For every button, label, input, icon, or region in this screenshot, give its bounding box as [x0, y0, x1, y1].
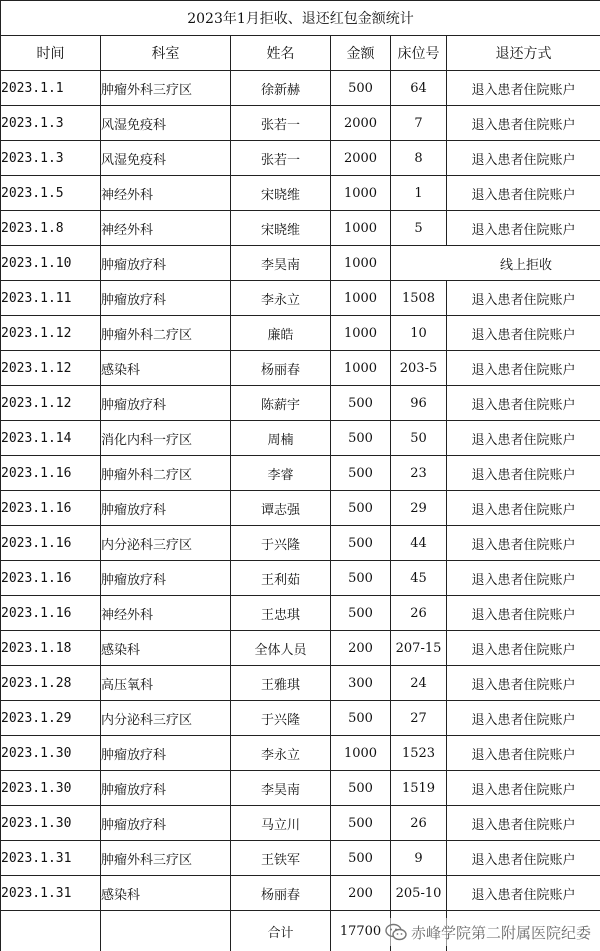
cell-date: 2023.1.30 [1, 736, 101, 771]
table-row [1, 596, 600, 631]
cell-department: 感染科 [101, 351, 231, 386]
cell-bed-number: 1523 [391, 736, 447, 771]
cell-amount: 2000 [331, 141, 391, 176]
table-row [1, 771, 600, 806]
table-row [1, 561, 600, 596]
cell-refund-method: 退入患者住院账户 [447, 456, 600, 491]
cell-name: 李睿 [231, 456, 331, 491]
cell-amount: 2000 [331, 106, 391, 141]
cell-bed-number: 8 [391, 141, 447, 176]
cell-department: 肿瘤放疗科 [101, 736, 231, 771]
cell-refund-method: 退入患者住院账户 [447, 771, 600, 806]
cell-refund-method: 退入患者住院账户 [447, 351, 600, 386]
cell-refund-method: 退入患者住院账户 [447, 386, 600, 421]
cell-department: 肿瘤放疗科 [101, 771, 231, 806]
cell-amount: 500 [331, 71, 391, 106]
cell-refund-method: 退入患者住院账户 [447, 106, 600, 141]
cell-name: 马立川 [231, 806, 331, 841]
table-row [1, 176, 600, 211]
cell-bed-number: 26 [391, 806, 447, 841]
cell-date: 2023.1.11 [1, 281, 101, 316]
cell-refund-method: 退入患者住院账户 [447, 596, 600, 631]
cell-name: 李永立 [231, 281, 331, 316]
cell-name: 王利茹 [231, 561, 331, 596]
cell-name: 张若一 [231, 141, 331, 176]
cell-refund-method: 退入患者住院账户 [447, 806, 600, 841]
cell-amount: 500 [331, 526, 391, 561]
cell-department: 感染科 [101, 631, 231, 666]
cell-amount: 1000 [331, 351, 391, 386]
cell-date: 2023.1.30 [1, 806, 101, 841]
cell-date: 2023.1.16 [1, 561, 101, 596]
table-row [1, 281, 600, 316]
cell-department: 肿瘤外科二疗区 [101, 316, 231, 351]
cell-date: 2023.1.8 [1, 211, 101, 246]
table-title: 2023年1月拒收、退还红包金额统计 [1, 1, 600, 36]
cell-date: 2023.1.16 [1, 456, 101, 491]
cell-date: 2023.1.16 [1, 596, 101, 631]
cell-department: 高压氧科 [101, 666, 231, 701]
table-row [1, 631, 600, 666]
cell-bed-number: 64 [391, 71, 447, 106]
watermark-text: 赤峰学院第二附属医院纪委 [411, 922, 591, 943]
cell-refund-method: 退入患者住院账户 [447, 491, 600, 526]
total-label: 合计 [231, 911, 331, 951]
cell-department: 肿瘤放疗科 [101, 561, 231, 596]
table-row [1, 211, 600, 246]
cell-refund-method: 退入患者住院账户 [447, 736, 600, 771]
cell-refund-method: 退入患者住院账户 [447, 841, 600, 876]
cell-date: 2023.1.16 [1, 491, 101, 526]
cell-refund-method: 退入患者住院账户 [447, 421, 600, 456]
cell-department: 肿瘤放疗科 [101, 386, 231, 421]
table-row [1, 106, 600, 141]
cell-refund-method: 退入患者住院账户 [447, 631, 600, 666]
cell-refund-method: 退入患者住院账户 [447, 701, 600, 736]
cell-amount: 1000 [331, 316, 391, 351]
cell-date: 2023.1.3 [1, 106, 101, 141]
cell-refund-method: 退入患者住院账户 [447, 666, 600, 701]
cell-department: 肿瘤放疗科 [101, 246, 231, 281]
cell-name: 全体人员 [231, 631, 331, 666]
cell-bed-number: 205-10 [391, 876, 447, 911]
cell-date: 2023.1.30 [1, 771, 101, 806]
column-header-amount: 金额 [331, 36, 391, 71]
cell-name: 杨丽春 [231, 351, 331, 386]
cell-bed-number: 29 [391, 491, 447, 526]
cell-date: 2023.1.29 [1, 701, 101, 736]
cell-amount: 1000 [331, 211, 391, 246]
cell-department: 风湿免疫科 [101, 106, 231, 141]
table-row [1, 701, 600, 736]
cell-date: 2023.1.18 [1, 631, 101, 666]
cell-department: 神经外科 [101, 596, 231, 631]
cell-refund-method: 退入患者住院账户 [447, 526, 600, 561]
cell-date: 2023.1.31 [1, 876, 101, 911]
cell-bed-number: 24 [391, 666, 447, 701]
cell-bed-number: 9 [391, 841, 447, 876]
column-header-bed-number: 床位号 [391, 36, 447, 71]
cell-bed-number: 23 [391, 456, 447, 491]
cell-date: 2023.1.31 [1, 841, 101, 876]
cell-date: 2023.1.1 [1, 71, 101, 106]
table-row [1, 71, 600, 106]
cell-amount: 500 [331, 701, 391, 736]
total-empty-cell [101, 911, 231, 951]
cell-date: 2023.1.12 [1, 386, 101, 421]
cell-bed-number: 26 [391, 596, 447, 631]
cell-amount: 500 [331, 771, 391, 806]
column-header-department: 科室 [101, 36, 231, 71]
cell-bed-number: 5 [391, 211, 447, 246]
cell-department: 感染科 [101, 876, 231, 911]
cell-amount: 200 [331, 876, 391, 911]
cell-bed-number: 1 [391, 176, 447, 211]
cell-bed-number: 27 [391, 701, 447, 736]
total-amount: 17700 [331, 911, 391, 951]
cell-amount: 300 [331, 666, 391, 701]
cell-bed-number: 10 [391, 316, 447, 351]
cell-date: 2023.1.3 [1, 141, 101, 176]
cell-amount: 500 [331, 421, 391, 456]
cell-bed-number: 1519 [391, 771, 447, 806]
cell-date: 2023.1.5 [1, 176, 101, 211]
table-row [1, 421, 600, 456]
cell-bed-number: 7 [391, 106, 447, 141]
cell-amount: 500 [331, 491, 391, 526]
cell-amount: 500 [331, 561, 391, 596]
cell-amount: 1000 [331, 176, 391, 211]
header-row [1, 36, 600, 71]
cell-date: 2023.1.10 [1, 246, 101, 281]
cell-refund-method: 线上拒收 [391, 246, 600, 281]
wechat-icon [385, 923, 407, 941]
cell-name: 徐新赫 [231, 71, 331, 106]
cell-department: 内分泌科三疗区 [101, 701, 231, 736]
cell-name: 陈薪宇 [231, 386, 331, 421]
cell-name: 于兴隆 [231, 701, 331, 736]
cell-refund-method: 退入患者住院账户 [447, 316, 600, 351]
cell-name: 谭志强 [231, 491, 331, 526]
column-header-refund-method: 退还方式 [447, 36, 600, 71]
table-row [1, 526, 600, 561]
table-row [1, 386, 600, 421]
cell-name: 宋晓维 [231, 176, 331, 211]
table-row [1, 351, 600, 386]
cell-refund-method: 退入患者住院账户 [447, 561, 600, 596]
table-row [1, 491, 600, 526]
cell-amount: 500 [331, 596, 391, 631]
cell-bed-number: 96 [391, 386, 447, 421]
total-empty-cell [1, 911, 101, 951]
cell-bed-number: 50 [391, 421, 447, 456]
cell-amount: 1000 [331, 246, 391, 281]
cell-date: 2023.1.14 [1, 421, 101, 456]
cell-refund-method: 退入患者住院账户 [447, 876, 600, 911]
table-row [1, 841, 600, 876]
cell-amount: 1000 [331, 736, 391, 771]
cell-department: 肿瘤放疗科 [101, 806, 231, 841]
cell-bed-number: 203-5 [391, 351, 447, 386]
column-header-date: 时间 [1, 36, 101, 71]
cell-name: 张若一 [231, 106, 331, 141]
table-row [1, 246, 600, 281]
cell-name: 李永立 [231, 736, 331, 771]
cell-name: 廉皓 [231, 316, 331, 351]
column-header-name: 姓名 [231, 36, 331, 71]
cell-bed-number: 1508 [391, 281, 447, 316]
cell-department: 神经外科 [101, 176, 231, 211]
cell-department: 肿瘤外科二疗区 [101, 456, 231, 491]
table-row [1, 666, 600, 701]
cell-amount: 500 [331, 386, 391, 421]
cell-date: 2023.1.12 [1, 316, 101, 351]
cell-amount: 200 [331, 631, 391, 666]
cell-amount: 500 [331, 806, 391, 841]
table-row [1, 806, 600, 841]
cell-refund-method: 退入患者住院账户 [447, 211, 600, 246]
cell-name: 杨丽春 [231, 876, 331, 911]
cell-refund-method: 退入患者住院账户 [447, 176, 600, 211]
cell-name: 于兴隆 [231, 526, 331, 561]
cell-date: 2023.1.16 [1, 526, 101, 561]
cell-bed-number: 44 [391, 526, 447, 561]
cell-bed-number: 207-15 [391, 631, 447, 666]
cell-department: 肿瘤外科三疗区 [101, 71, 231, 106]
cell-name: 王雅琪 [231, 666, 331, 701]
cell-name: 李昊南 [231, 246, 331, 281]
cell-amount: 500 [331, 456, 391, 491]
cell-department: 消化内科一疗区 [101, 421, 231, 456]
cell-amount: 1000 [331, 281, 391, 316]
cell-date: 2023.1.12 [1, 351, 101, 386]
cell-date: 2023.1.28 [1, 666, 101, 701]
cell-name: 周楠 [231, 421, 331, 456]
cell-name: 李昊南 [231, 771, 331, 806]
cell-refund-method: 退入患者住院账户 [447, 71, 600, 106]
cell-bed-number: 45 [391, 561, 447, 596]
cell-department: 肿瘤外科三疗区 [101, 841, 231, 876]
cell-refund-method: 退入患者住院账户 [447, 281, 600, 316]
cell-department: 肿瘤放疗科 [101, 491, 231, 526]
cell-name: 王铁军 [231, 841, 331, 876]
cell-refund-method: 退入患者住院账户 [447, 141, 600, 176]
cell-department: 肿瘤放疗科 [101, 281, 231, 316]
cell-amount: 500 [331, 841, 391, 876]
watermark [382, 918, 594, 946]
table-row [1, 876, 600, 911]
table-row [1, 141, 600, 176]
table-row [1, 456, 600, 491]
cell-department: 风湿免疫科 [101, 141, 231, 176]
cell-department: 内分泌科三疗区 [101, 526, 231, 561]
cell-name: 宋晓维 [231, 211, 331, 246]
cell-name: 王忠琪 [231, 596, 331, 631]
table-row [1, 316, 600, 351]
title-row [1, 1, 600, 36]
cell-department: 神经外科 [101, 211, 231, 246]
table-row [1, 736, 600, 771]
